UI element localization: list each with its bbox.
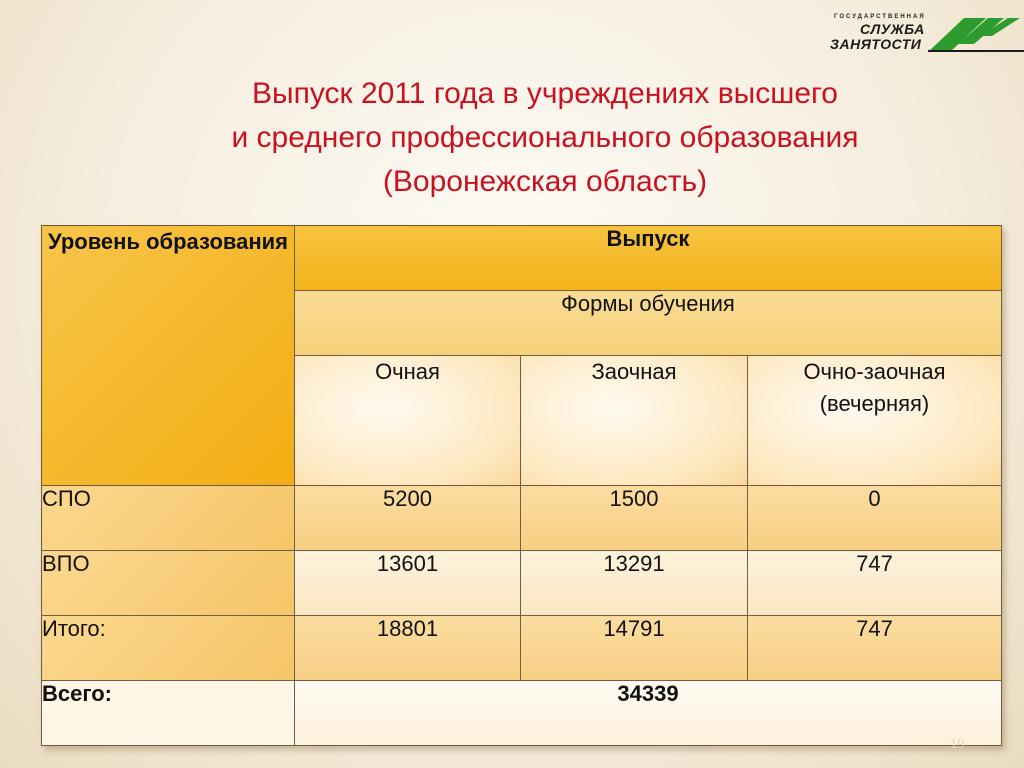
table-cell: 747 (748, 616, 1002, 681)
page-number: 19 (950, 736, 965, 751)
column-header-zaochnaya: Заочная (521, 356, 748, 486)
logo-line1: СЛУЖБА (860, 21, 925, 37)
logo-top-line: ГОСУДАРСТВЕННАЯ (834, 14, 926, 20)
column-header-ochno-zaochnaya: Очно-заочная (вечерняя) (748, 356, 1002, 486)
table-cell: 1500 (521, 486, 748, 551)
table-cell: 14791 (521, 616, 748, 681)
table-cell: 747 (748, 551, 1002, 616)
logo (828, 14, 1024, 54)
table-row (42, 616, 1002, 681)
row-label: ВПО (42, 551, 295, 616)
formy-header: Формы обучения (295, 291, 1002, 356)
table-row (42, 551, 1002, 616)
slide-title (150, 72, 940, 204)
row-label: Итого: (42, 616, 295, 681)
table-cell: 13601 (295, 551, 521, 616)
level-header-cell (42, 226, 295, 486)
table-cell: 5200 (295, 486, 521, 551)
level-header: Уровень образования (47, 229, 289, 254)
graduates-table (41, 225, 1002, 746)
vypusk-header: Выпуск (295, 226, 1002, 291)
table-cell: 13291 (521, 551, 748, 616)
total-row (42, 681, 1002, 746)
table-cell: 18801 (295, 616, 521, 681)
total-value: 34339 (295, 681, 1002, 746)
logo-stripes-icon (928, 14, 1024, 54)
logo-line2: ЗАНЯТОСТИ (830, 36, 922, 52)
row-label: СПО (42, 486, 295, 551)
title-line-1: Выпуск 2011 года в учреждениях высшего (252, 77, 838, 110)
column-header-ochnaya: Очная (295, 356, 521, 486)
table-cell: 0 (748, 486, 1002, 551)
table-row (42, 486, 1002, 551)
title-line-3: (Воронежская область) (382, 165, 708, 198)
total-label: Всего: (42, 681, 295, 746)
title-line-2: и среднего профессионального образования (231, 121, 859, 154)
